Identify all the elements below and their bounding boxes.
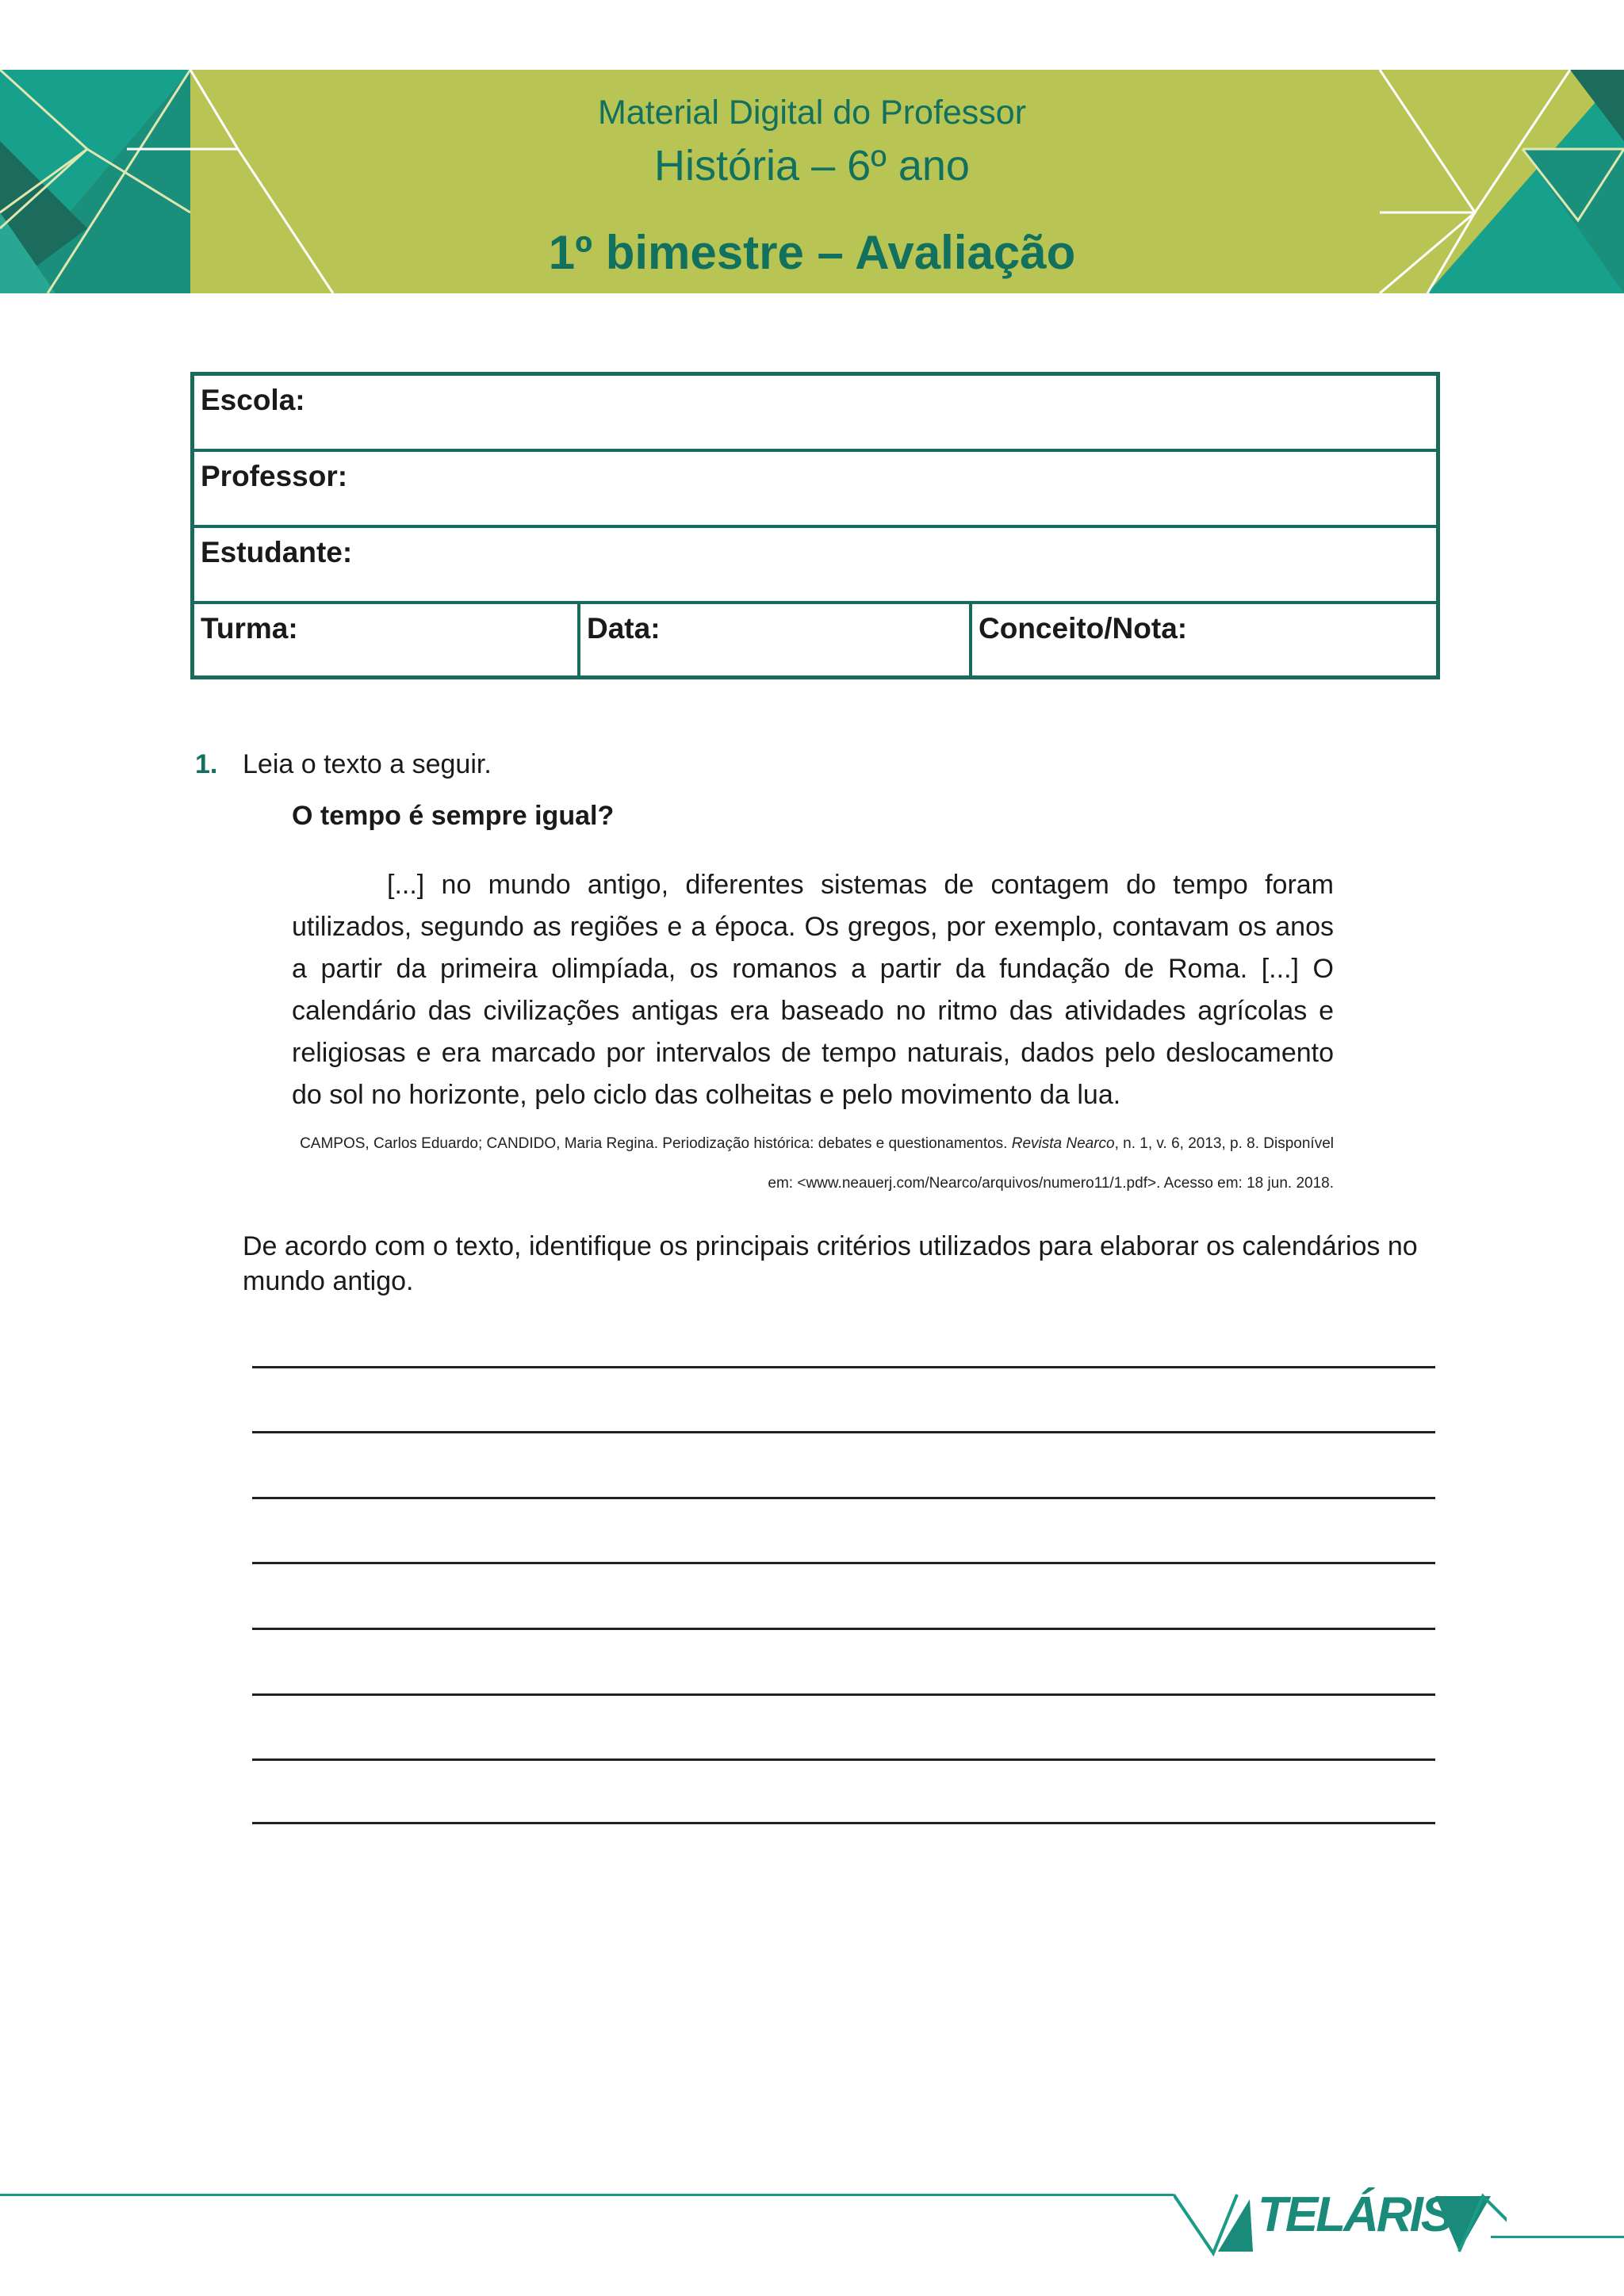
date-label: Data:	[587, 612, 661, 645]
grade-cell[interactable]	[972, 604, 1436, 675]
footer-rule	[0, 2194, 1174, 2196]
teacher-row[interactable]	[194, 452, 1436, 528]
brand-name: TELÁRIS	[1258, 2187, 1452, 2242]
student-info-table	[190, 372, 1440, 679]
brand-logo	[1174, 2172, 1507, 2260]
student-label: Estudante:	[201, 536, 353, 568]
footer-rule-right	[1491, 2236, 1624, 2238]
answer-line[interactable]	[252, 1758, 1435, 1761]
answer-line[interactable]	[252, 1497, 1435, 1499]
answer-line[interactable]	[252, 1693, 1435, 1696]
answer-line[interactable]	[252, 1431, 1435, 1433]
student-row[interactable]	[194, 528, 1436, 604]
answer-line[interactable]	[252, 1562, 1435, 1564]
citation-details: , n. 1, v. 6, 2013, p. 8. Disponível em: <www.neauerj.com/Nearco/arquivos/numero11/1.pdf>. Acesso em: 18 jun. 2018.	[768, 1135, 1334, 1192]
citation-journal: Revista Nearco	[1011, 1135, 1115, 1152]
question-instruction: De acordo com o texto, identifique os principais critérios utilizados para elaborar os calendários no mundo antigo.	[243, 1231, 1418, 1296]
answer-line[interactable]	[252, 1822, 1435, 1824]
citation-authors: CAMPOS, Carlos Eduardo; CANDIDO, Maria Regina. Periodização histórica: debates e questionamentos.	[300, 1135, 1008, 1152]
grade-label: Conceito/Nota:	[979, 612, 1188, 645]
passage-title: O tempo é sempre igual?	[292, 801, 615, 831]
answer-line[interactable]	[252, 1628, 1435, 1630]
class-date-grade-row	[194, 604, 1436, 675]
school-row[interactable]	[194, 376, 1436, 452]
teacher-label: Professor:	[201, 460, 348, 492]
header-banner	[0, 70, 1624, 293]
question-number: 1.	[195, 749, 218, 779]
header-subtitle: Material Digital do Professor	[597, 94, 1027, 132]
school-label: Escola:	[201, 384, 305, 416]
question-prompt: Leia o texto a seguir.	[243, 749, 492, 779]
date-cell[interactable]	[580, 604, 969, 675]
class-cell[interactable]	[194, 604, 577, 675]
citation	[292, 1124, 1334, 1203]
answer-line[interactable]	[252, 1366, 1435, 1368]
passage-text: [...] no mundo antigo, diferentes sistemas de contagem do tempo foram utilizados, segundo as regiões e a época. Os gregos, por exemplo, contavam os anos a partir da primeira olimpíada, os romanos a partir da fundação de Roma. [...] O calendário das civilizações antigas era baseado no ritmo das atividades agrícolas e religiosas e era marcado por intervalos de tempo naturais, dados pelo deslocamento do sol no horizonte, pelo ciclo das colheitas e pelo movimento da lua.	[292, 870, 1334, 1110]
class-label: Turma:	[201, 612, 298, 645]
page-title: 1º bimestre – Avaliação	[548, 226, 1076, 279]
header-course: História – 6º ano	[654, 142, 970, 189]
